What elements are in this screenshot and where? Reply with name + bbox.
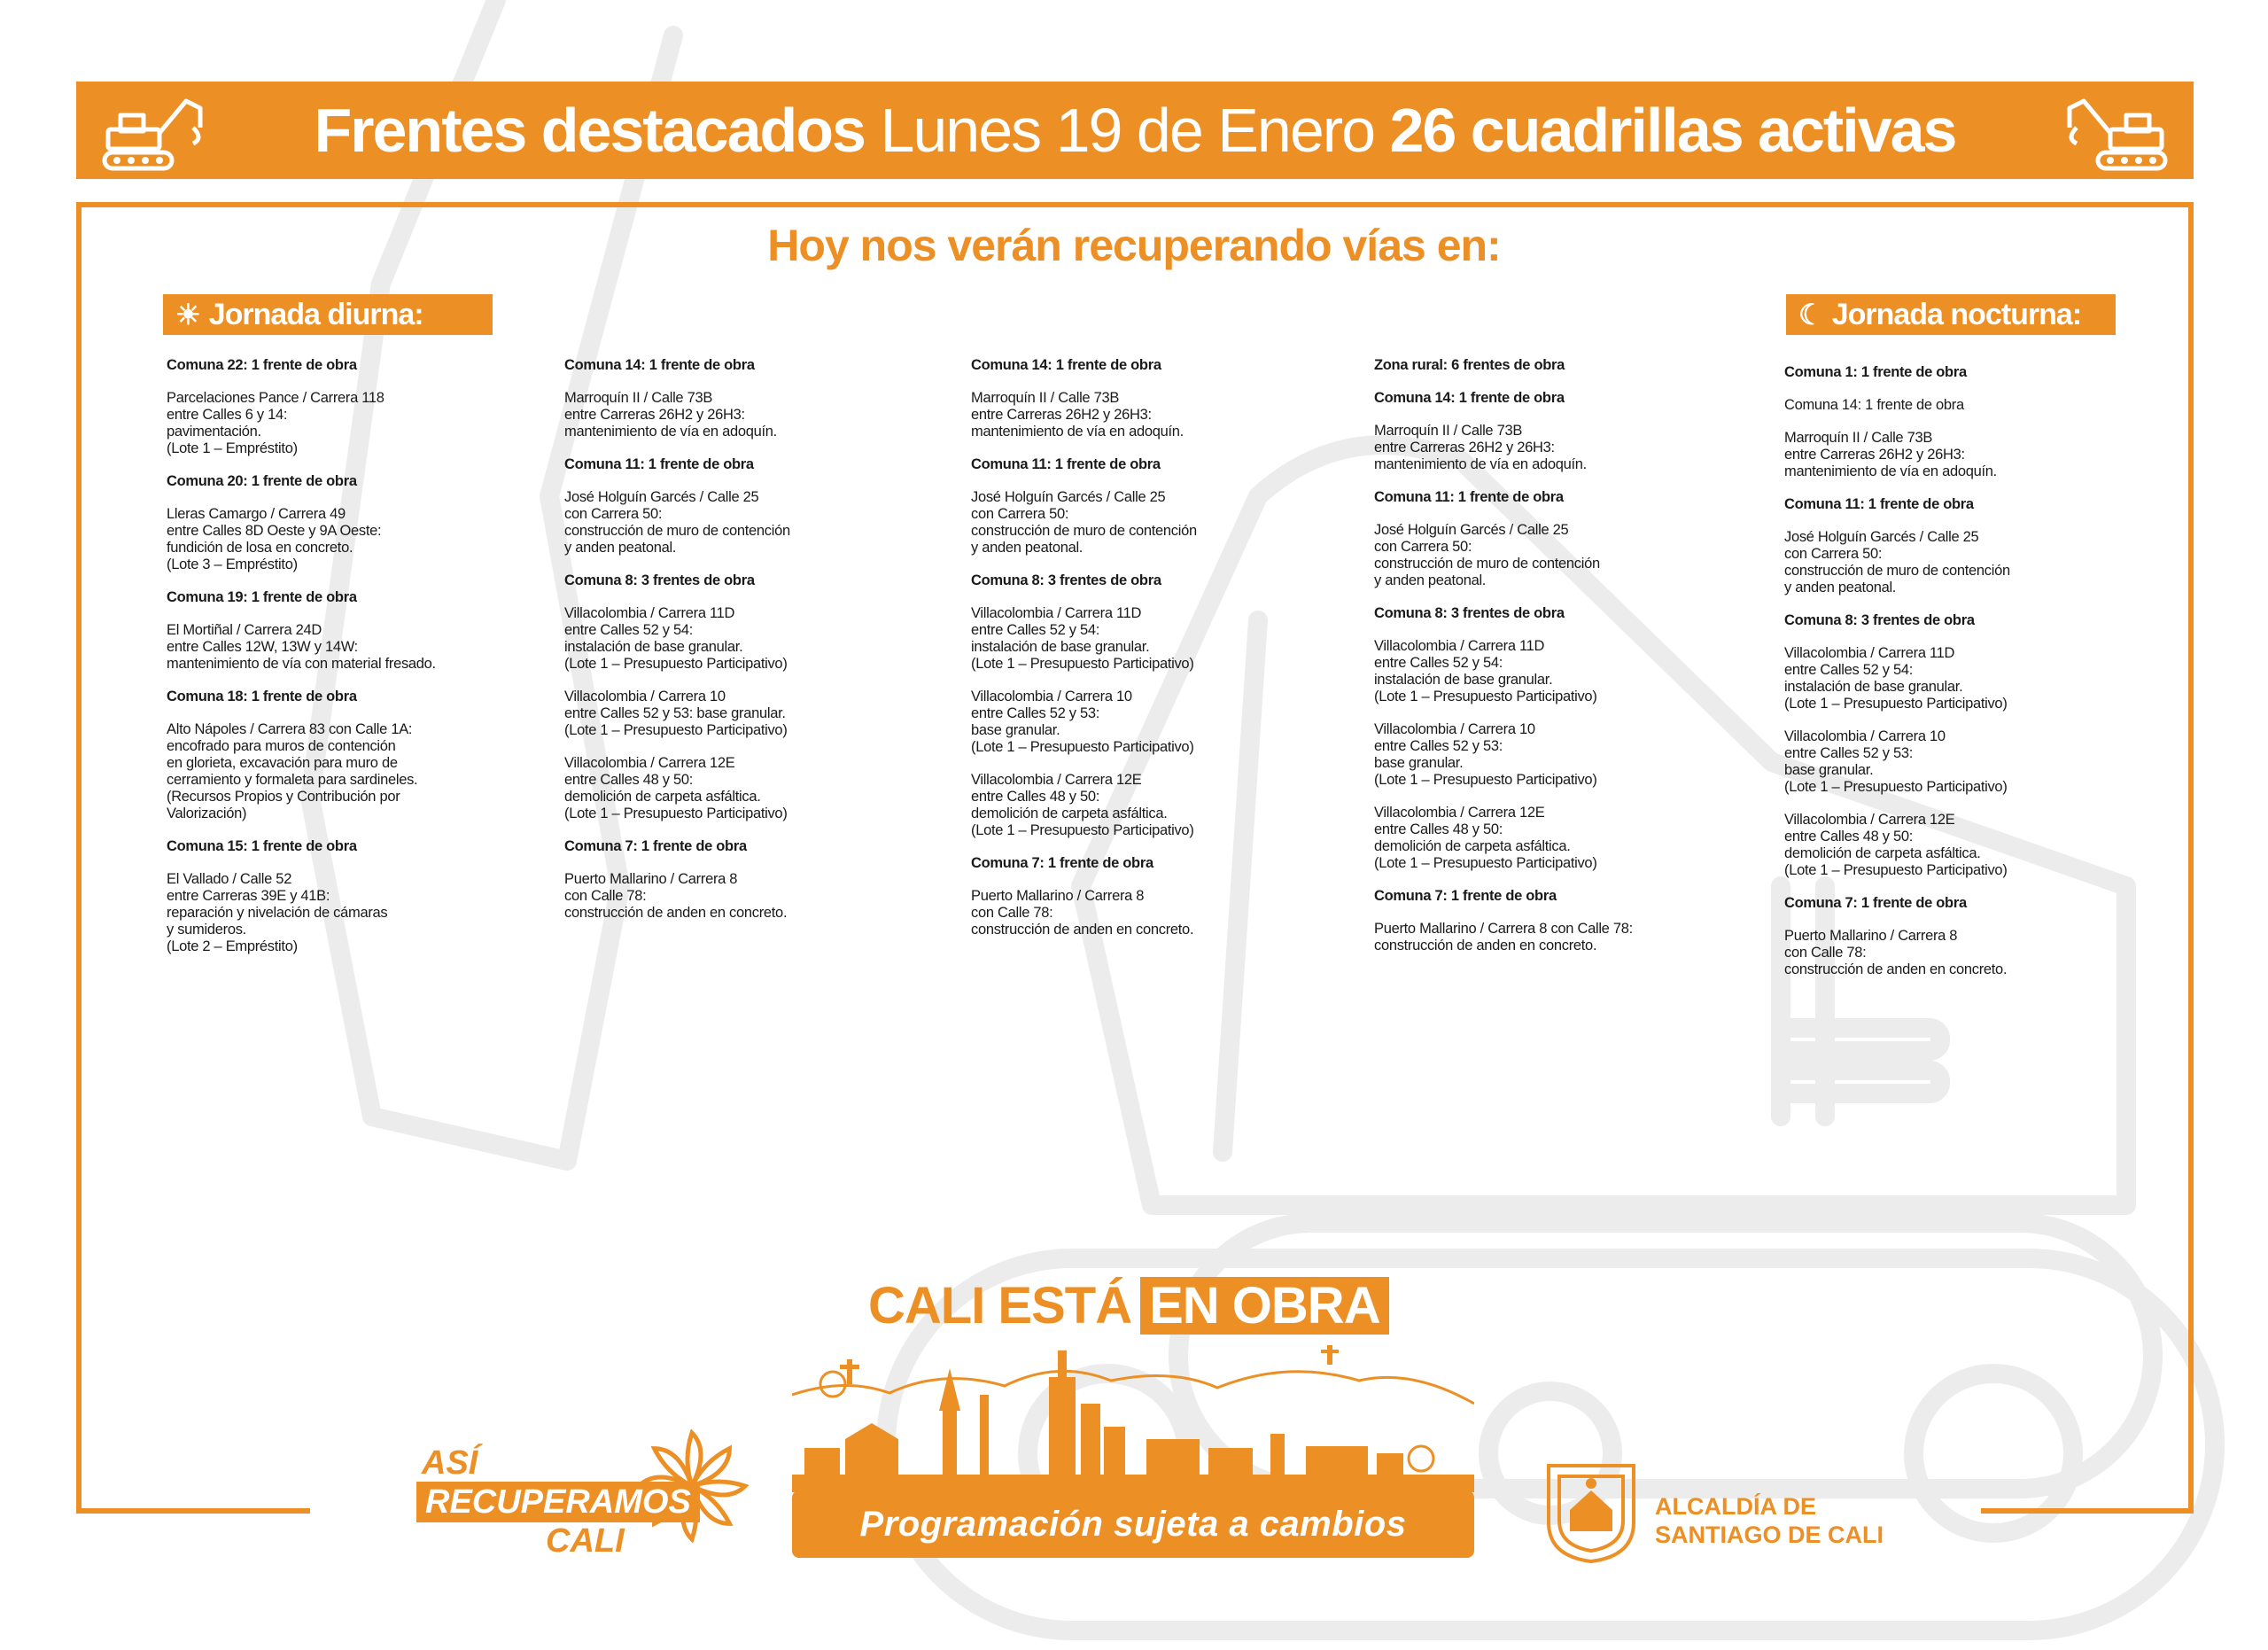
header-date: Lunes 19 de Enero [880, 96, 1375, 165]
alcaldia-line-1: ALCALDÍA DE [1655, 1493, 1816, 1520]
sun-icon: ☀ [175, 299, 200, 331]
excavator-icon [101, 89, 207, 174]
section-heading: Comuna 7: 1 frente de obra [971, 855, 1153, 871]
asi-line-1: ASÍ [422, 1444, 478, 1482]
section-heading: Comuna 1: 1 frente de obra [1784, 364, 1967, 380]
section-heading: Comuna 14: 1 frente de obra [564, 357, 755, 373]
work-front-text: Parcelaciones Pance / Carrera 118 entre Calles 6 y 14: pavimentación. (Lote 1 – Empréstito) [167, 390, 384, 456]
section-heading: Comuna 7: 1 frente de obra [564, 838, 747, 854]
section-heading: Comuna 11: 1 frente de obra [971, 456, 1161, 472]
section-heading: Comuna 7: 1 frente de obra [1374, 888, 1557, 904]
work-front-text: Villacolombia / Carrera 11D entre Calles 52 y 54: instalación de base granular. (Lote 1 – Presupuesto Participativo) [971, 605, 1194, 672]
section-heading: Comuna 15: 1 frente de obra [167, 838, 357, 854]
work-front-text: Marroquín II / Calle 73B entre Carreras 26H2 y 26H3: mantenimiento de vía en adoquín. [564, 390, 777, 440]
work-front-text: Villacolombia / Carrera 12E entre Calles 48 y 50: demolición de carpeta asfáltica. (Lote 1 – Presupuesto Participativo) [1374, 805, 1597, 871]
frame-right [2188, 202, 2194, 1514]
work-front-text: Villacolombia / Carrera 10 entre Calles 52 y 53: base granular. (Lote 1 – Presupuesto Participativo) [1784, 728, 2008, 795]
section-heading: Zona rural: 6 frentes de obra [1374, 357, 1565, 373]
schedule-notice: Programación sujeta a cambios [792, 1490, 1474, 1558]
column-day-1 [167, 357, 539, 971]
section-heading: Comuna 8: 3 frentes de obra [971, 572, 1161, 588]
city-seal-icon [1543, 1460, 1639, 1565]
section-heading: Comuna 20: 1 frente de obra [167, 473, 357, 489]
column-day-3 [971, 357, 1343, 954]
header-bar [76, 82, 2194, 179]
frame-bottom-left [76, 1508, 310, 1514]
section-heading: Comuna 11: 1 frente de obra [1784, 496, 1974, 512]
night-shift-tag [1786, 294, 2116, 335]
moon-icon: ☾ [1798, 299, 1823, 331]
night-shift-label: Jornada nocturna: [1831, 297, 2082, 331]
brand-text-a: CALI ESTÁ [868, 1277, 1132, 1335]
work-front-text: Villacolombia / Carrera 11D entre Calles 52 y 54: instalación de base granular. (Lote 1 – Presupuesto Participativo) [1374, 638, 1597, 704]
work-front-text: Marroquín II / Calle 73B entre Carreras 26H2 y 26H3: mantenimiento de vía en adoquín. [1374, 423, 1587, 472]
work-front-text: José Holguín Garcés / Calle 25 con Carrera 50: construcción de muro de contención y anden peatonal. [1784, 529, 2010, 595]
header-title [315, 95, 1956, 166]
column-night [1784, 364, 2156, 994]
section-heading: Comuna 8: 3 frentes de obra [564, 572, 755, 588]
section-heading: Comuna 8: 3 frentes de obra [1374, 605, 1565, 621]
column-day-4 [1374, 357, 1746, 970]
work-front-text: Villacolombia / Carrera 11D entre Calles 52 y 54: instalación de base granular. (Lote 1 – Presupuesto Participativo) [1784, 645, 2008, 712]
work-front-text: José Holguín Garcés / Calle 25 con Carrera 50: construcción de muro de contención y anden peatonal. [1374, 522, 1600, 588]
day-shift-label: Jornada diurna: [208, 297, 423, 331]
header-bold-1: Frentes destacados [314, 96, 865, 165]
frame-top [76, 202, 2194, 207]
section-heading: Comuna 14: 1 frente de obra [971, 357, 1161, 373]
subtitle: Hoy nos verán recuperando vías en: [767, 221, 1501, 270]
alcaldia-logo-text [1655, 1492, 1884, 1549]
section-heading: Comuna 7: 1 frente de obra [1784, 895, 1967, 911]
work-front-text: Comuna 14: 1 frente de obra [1784, 397, 1964, 413]
column-day-2 [564, 357, 936, 938]
asi-recuperamos-cali-logo [416, 1444, 700, 1560]
work-front-text: Marroquín II / Calle 73B entre Carreras 26H2 y 26H3: mantenimiento de vía en adoquín. [971, 390, 1184, 440]
city-skyline-illustration [792, 1342, 1474, 1492]
work-front-text: Villacolombia / Carrera 10 entre Calles 52 y 53: base granular. (Lote 1 – Presupuesto Participativo) [564, 689, 788, 738]
work-front-text: Villacolombia / Carrera 12E entre Calles 48 y 50: demolición de carpeta asfáltica. (Lote 1 – Presupuesto Participativo) [1784, 812, 2008, 878]
work-front-text: Puerto Mallarino / Carrera 8 con Calle 78: construcción de anden en concreto. [564, 871, 788, 921]
work-front-text: José Holguín Garcés / Calle 25 con Carrera 50: construcción de muro de contención y anden peatonal. [564, 489, 790, 556]
brand-text-b: EN OBRA [1140, 1277, 1388, 1335]
work-front-text: Villacolombia / Carrera 12E entre Calles 48 y 50: demolición de carpeta asfáltica. (Lote 1 – Presupuesto Participativo) [971, 772, 1194, 838]
section-heading: Comuna 11: 1 frente de obra [1374, 489, 1564, 505]
alcaldia-line-2: SANTIAGO DE CALI [1655, 1522, 1884, 1548]
frame-left [76, 202, 82, 1514]
section-heading: Comuna 14: 1 frente de obra [1374, 390, 1565, 406]
cali-en-obra-logo [868, 1276, 1389, 1335]
work-front-text: Villacolombia / Carrera 11D entre Calles 52 y 54: instalación de base granular. (Lote 1 – Presupuesto Participativo) [564, 605, 788, 672]
section-heading: Comuna 18: 1 frente de obra [167, 689, 357, 704]
work-front-text: Marroquín II / Calle 73B entre Carreras 26H2 y 26H3: mantenimiento de vía en adoquín. [1784, 430, 1997, 479]
work-front-text: José Holguín Garcés / Calle 25 con Carrera 50: construcción de muro de contención y anden peatonal. [971, 489, 1197, 556]
work-front-text: Lleras Camargo / Carrera 49 entre Calles 8D Oeste y 9A Oeste: fundición de losa en concreto. (Lote 3 – Empréstito) [167, 506, 382, 572]
work-front-text: El Vallado / Calle 52 entre Carreras 39E y 41B: reparación y nivelación de cámaras y sumideros. (Lote 2 – Empréstito) [167, 871, 388, 954]
asi-line-2: RECUPERAMOS [416, 1482, 700, 1522]
work-front-text: Puerto Mallarino / Carrera 8 con Calle 78: construcción de anden en concreto. [1374, 921, 1633, 953]
work-front-text: El Mortiñal / Carrera 24D entre Calles 12W, 13W y 14W: mantenimiento de vía con material fresado. [167, 622, 436, 672]
asi-line-3: CALI [546, 1522, 625, 1560]
day-shift-tag [163, 294, 493, 335]
section-heading: Comuna 11: 1 frente de obra [564, 456, 754, 472]
work-front-text: Villacolombia / Carrera 10 entre Calles 52 y 53: base granular. (Lote 1 – Presupuesto Participativo) [1374, 721, 1597, 788]
work-front-text: Alto Nápoles / Carrera 83 con Calle 1A: encofrado para muros de contención en glorieta, excavación para muro de cerramiento y formaleta para sardineles. (Recursos Propios y Contribución por Valorización) [167, 721, 418, 821]
section-heading: Comuna 8: 3 frentes de obra [1784, 612, 1975, 628]
header-bold-2: 26 cuadrillas activas [1389, 96, 1956, 165]
section-heading: Comuna 22: 1 frente de obra [167, 357, 357, 373]
work-front-text: Villacolombia / Carrera 10 entre Calles 52 y 53: base granular. (Lote 1 – Presupuesto Participativo) [971, 689, 1194, 755]
work-front-text: Puerto Mallarino / Carrera 8 con Calle 78: construcción de anden en concreto. [971, 888, 1194, 938]
excavator-icon [2062, 89, 2169, 174]
section-heading: Comuna 19: 1 frente de obra [167, 589, 357, 605]
work-front-text: Villacolombia / Carrera 12E entre Calles 48 y 50: demolición de carpeta asfáltica. (Lote 1 – Presupuesto Participativo) [564, 755, 788, 821]
frame-bottom-right [1981, 1508, 2194, 1514]
work-front-text: Puerto Mallarino / Carrera 8 con Calle 78: construcción de anden en concreto. [1784, 928, 2008, 977]
